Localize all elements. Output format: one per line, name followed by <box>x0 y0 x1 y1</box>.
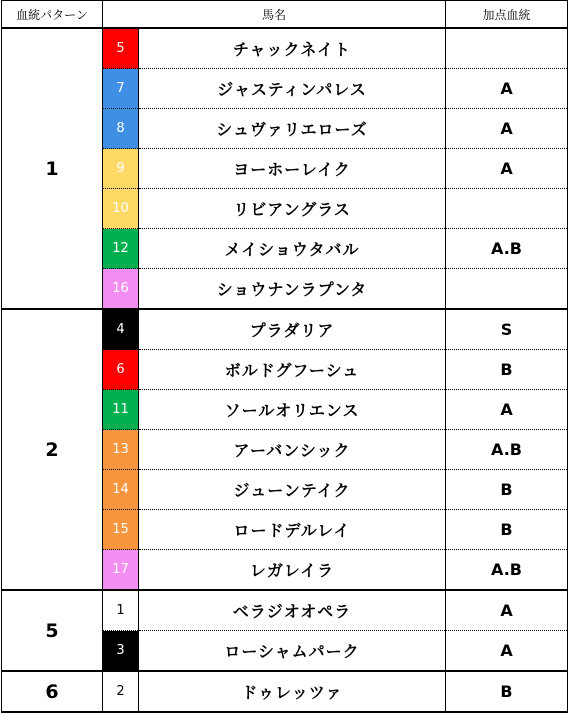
horse-number: 6 <box>103 350 139 390</box>
horse-name: ロードデルレイ <box>139 510 446 550</box>
pattern-cell: 2 <box>2 309 103 590</box>
bonus-bloodline: B <box>446 510 568 550</box>
horse-name: ショウナンラプンタ <box>139 269 446 310</box>
horse-name: ローシャムパーク <box>139 631 446 672</box>
table-row <box>2 309 568 350</box>
bonus-bloodline: B <box>446 470 568 510</box>
bonus-bloodline: A <box>446 149 568 189</box>
header-row <box>2 1 568 29</box>
horse-name: ヨーホーレイク <box>139 149 446 189</box>
horse-name: シュヴァリエローズ <box>139 109 446 149</box>
pattern-cell: 1 <box>2 28 103 309</box>
bonus-bloodline: A <box>446 69 568 109</box>
horse-name: ジャスティンパレス <box>139 69 446 109</box>
bonus-bloodline: A <box>446 109 568 149</box>
header-name: 馬名 <box>103 1 446 29</box>
horse-name: チャックネイト <box>139 28 446 69</box>
header-pattern: 血統パターン <box>2 1 103 29</box>
horse-number: 8 <box>103 109 139 149</box>
horse-number: 12 <box>103 229 139 269</box>
horse-name: ボルドグフーシュ <box>139 350 446 390</box>
table-row <box>2 590 568 631</box>
bonus-bloodline <box>446 28 568 69</box>
horse-name: リビアングラス <box>139 189 446 229</box>
horse-table <box>1 0 568 713</box>
pattern-cell: 5 <box>2 590 103 671</box>
bonus-bloodline: A.B <box>446 430 568 470</box>
bonus-bloodline: B <box>446 671 568 712</box>
horse-number: 7 <box>103 69 139 109</box>
horse-name: プラダリア <box>139 309 446 350</box>
header-bonus: 加点血統 <box>446 1 568 29</box>
bonus-bloodline <box>446 269 568 310</box>
horse-number: 1 <box>103 590 139 631</box>
bonus-bloodline: B <box>446 350 568 390</box>
horse-number: 16 <box>103 269 139 310</box>
horse-number: 4 <box>103 309 139 350</box>
horse-number: 11 <box>103 390 139 430</box>
horse-name: ベラジオオペラ <box>139 590 446 631</box>
horse-number: 17 <box>103 550 139 591</box>
bonus-bloodline: A <box>446 390 568 430</box>
bonus-bloodline: S <box>446 309 568 350</box>
horse-number: 9 <box>103 149 139 189</box>
bonus-bloodline: A.B <box>446 229 568 269</box>
horse-number: 13 <box>103 430 139 470</box>
table-row <box>2 28 568 69</box>
table-body <box>2 28 568 712</box>
horse-number: 3 <box>103 631 139 672</box>
horse-name: メイショウタバル <box>139 229 446 269</box>
horse-number: 10 <box>103 189 139 229</box>
horse-name: アーバンシック <box>139 430 446 470</box>
horse-name: ジューンテイク <box>139 470 446 510</box>
bonus-bloodline: A.B <box>446 550 568 591</box>
horse-name: ソールオリエンス <box>139 390 446 430</box>
bonus-bloodline <box>446 189 568 229</box>
horse-number: 5 <box>103 28 139 69</box>
bonus-bloodline: A <box>446 631 568 672</box>
horse-number: 2 <box>103 671 139 712</box>
table-row <box>2 671 568 712</box>
bonus-bloodline: A <box>446 590 568 631</box>
horse-name: ドゥレッツァ <box>139 671 446 712</box>
horse-number: 14 <box>103 470 139 510</box>
horse-number: 15 <box>103 510 139 550</box>
horse-name: レガレイラ <box>139 550 446 591</box>
pattern-cell: 6 <box>2 671 103 712</box>
